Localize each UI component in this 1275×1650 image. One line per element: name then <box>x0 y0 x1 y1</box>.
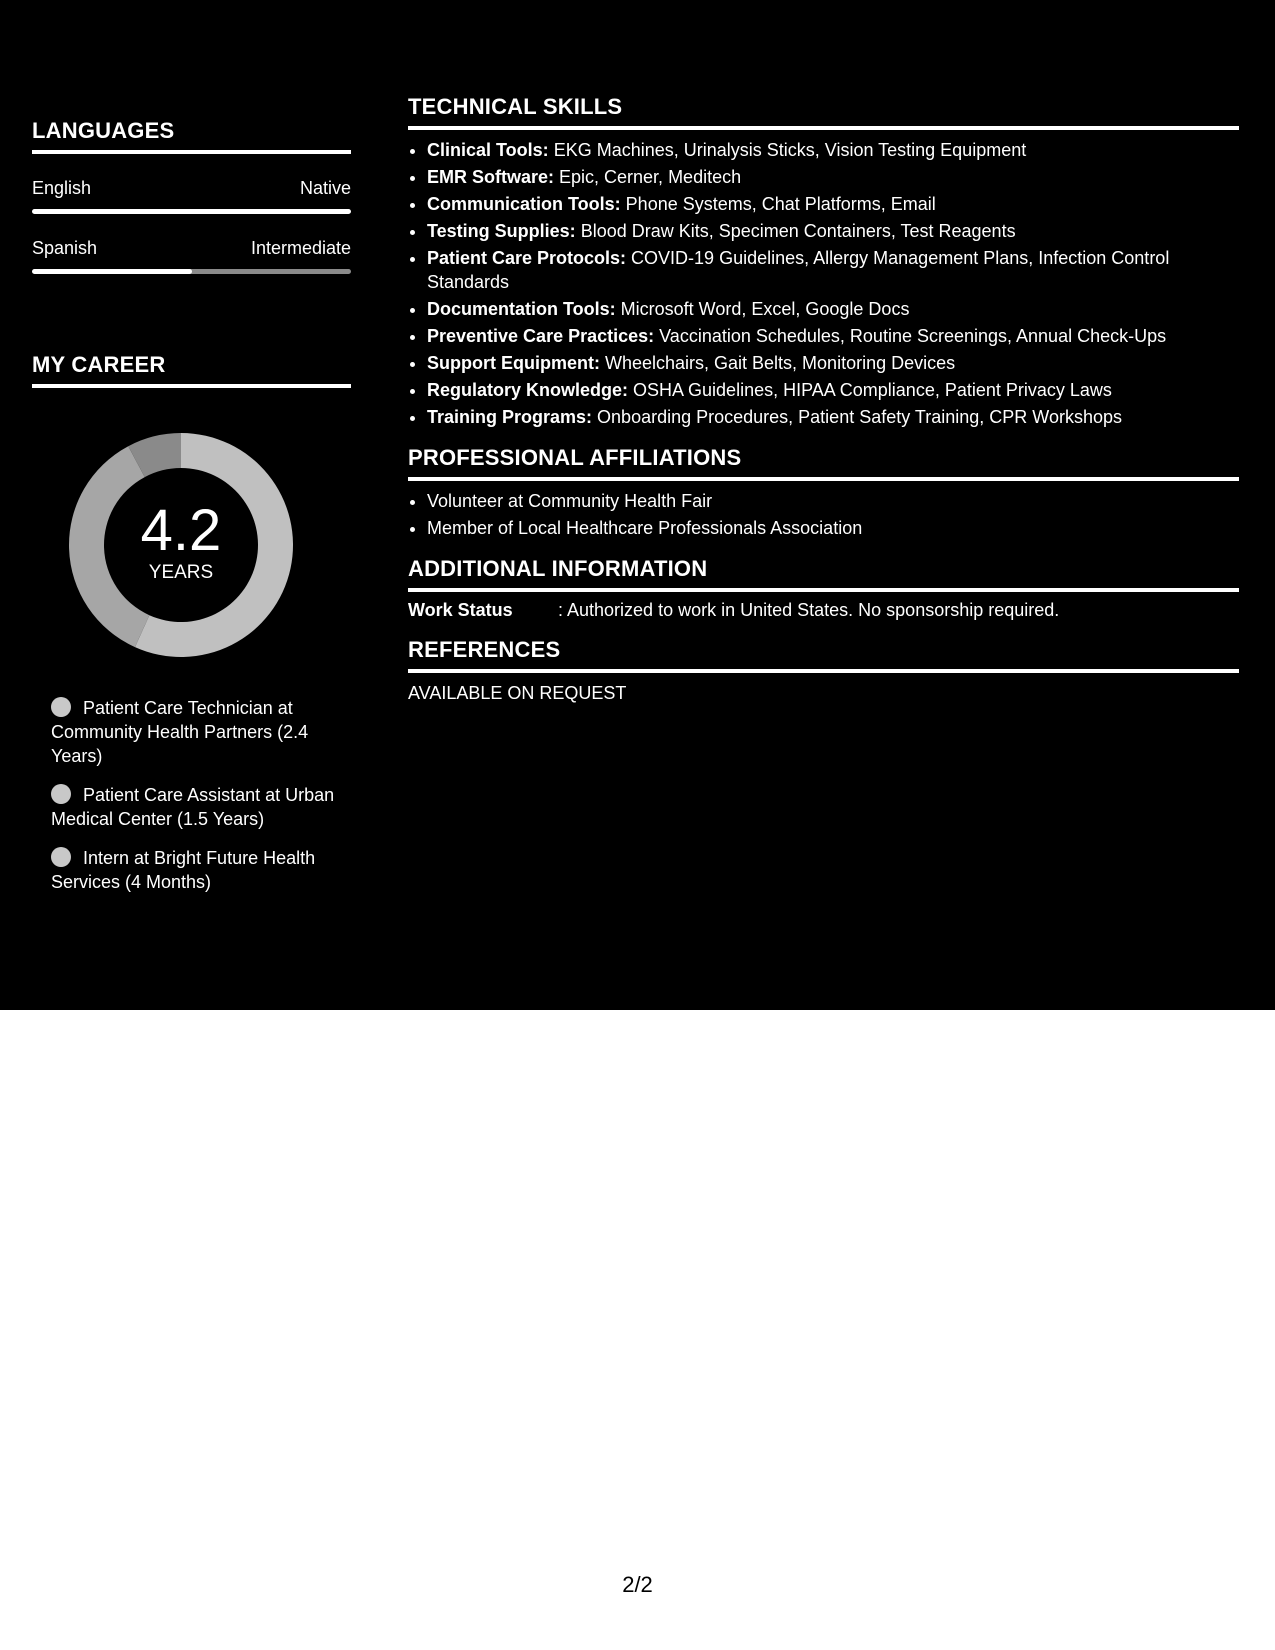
language-proficiency-fill <box>32 209 351 214</box>
affiliation-item: • Member of Local Healthcare Professionals Association <box>427 516 1239 540</box>
affiliations-list <box>408 489 1239 540</box>
skill-item: • Patient Care Protocols: COVID-19 Guidelines, Allergy Management Plans, Infection Control Standards <box>427 246 1239 294</box>
skill-item: • Documentation Tools: Microsoft Word, Excel, Google Docs <box>427 297 1239 321</box>
right-column <box>408 94 1239 720</box>
language-item-spanish <box>32 238 351 274</box>
language-item-english <box>32 178 351 214</box>
career-job-list <box>51 696 341 894</box>
career-total-unit: YEARS <box>148 562 214 583</box>
language-proficiency-bar <box>32 269 351 274</box>
skill-item: • Testing Supplies: Blood Draw Kits, Specimen Containers, Test Reagents <box>427 219 1239 243</box>
languages-title: LANGUAGES <box>32 118 351 154</box>
work-status-value: : Authorized to work in United States. No sponsorship required. <box>558 600 1060 620</box>
work-status-row <box>408 600 1239 621</box>
language-name: English <box>32 178 92 198</box>
career-section <box>32 352 351 894</box>
additional-info-title: ADDITIONAL INFORMATION <box>408 556 1239 592</box>
career-total-years: 4.2 <box>140 498 222 563</box>
references-text: AVAILABLE ON REQUEST <box>408 683 627 703</box>
language-proficiency-bar <box>32 209 351 214</box>
languages-section <box>32 118 351 274</box>
bullet-dot-icon <box>51 697 71 717</box>
career-donut-chart <box>66 430 296 660</box>
technical-skills-list <box>408 138 1239 429</box>
skill-item: • Support Equipment: Wheelchairs, Gait Belts, Monitoring Devices <box>427 351 1239 375</box>
bullet-dot-icon <box>51 847 71 867</box>
references-section <box>408 637 1239 704</box>
work-status-label: Work Status <box>408 600 513 620</box>
skill-item: • EMR Software: Epic, Cerner, Meditech <box>427 165 1239 189</box>
additional-info-section <box>408 556 1239 621</box>
affiliations-section <box>408 445 1239 540</box>
career-job-item: Patient Care Technician at Community Health Partners (2.4 Years) <box>51 698 309 766</box>
skill-item: • Preventive Care Practices: Vaccination Schedules, Routine Screenings, Annual Check-Ups <box>427 324 1239 348</box>
technical-skills-title: TECHNICAL SKILLS <box>408 94 1239 130</box>
language-level: Native <box>299 178 351 198</box>
language-proficiency-fill <box>32 269 192 274</box>
skill-item: • Regulatory Knowledge: OSHA Guidelines, HIPAA Compliance, Patient Privacy Laws <box>427 378 1239 402</box>
left-column <box>32 118 351 909</box>
language-name: Spanish <box>32 238 98 258</box>
language-level: Intermediate <box>250 238 351 258</box>
affiliations-title: PROFESSIONAL AFFILIATIONS <box>408 445 1239 481</box>
skill-item: • Communication Tools: Phone Systems, Chat Platforms, Email <box>427 192 1239 216</box>
technical-skills-section <box>408 94 1239 429</box>
bullet-dot-icon <box>51 784 71 804</box>
page-number: 2/2 <box>622 1572 653 1597</box>
references-title: REFERENCES <box>408 637 1239 673</box>
skill-item: • Training Programs: Onboarding Procedures, Patient Safety Training, CPR Workshops <box>427 405 1239 429</box>
skill-item: • Clinical Tools: EKG Machines, Urinalysis Sticks, Vision Testing Equipment <box>427 138 1239 162</box>
career-job-item: Patient Care Assistant at Urban Medical Center (1.5 Years) <box>51 785 335 829</box>
career-job-item: Intern at Bright Future Health Services (4 Months) <box>51 848 316 892</box>
career-title: MY CAREER <box>32 352 351 388</box>
affiliation-item: • Volunteer at Community Health Fair <box>427 489 1239 513</box>
